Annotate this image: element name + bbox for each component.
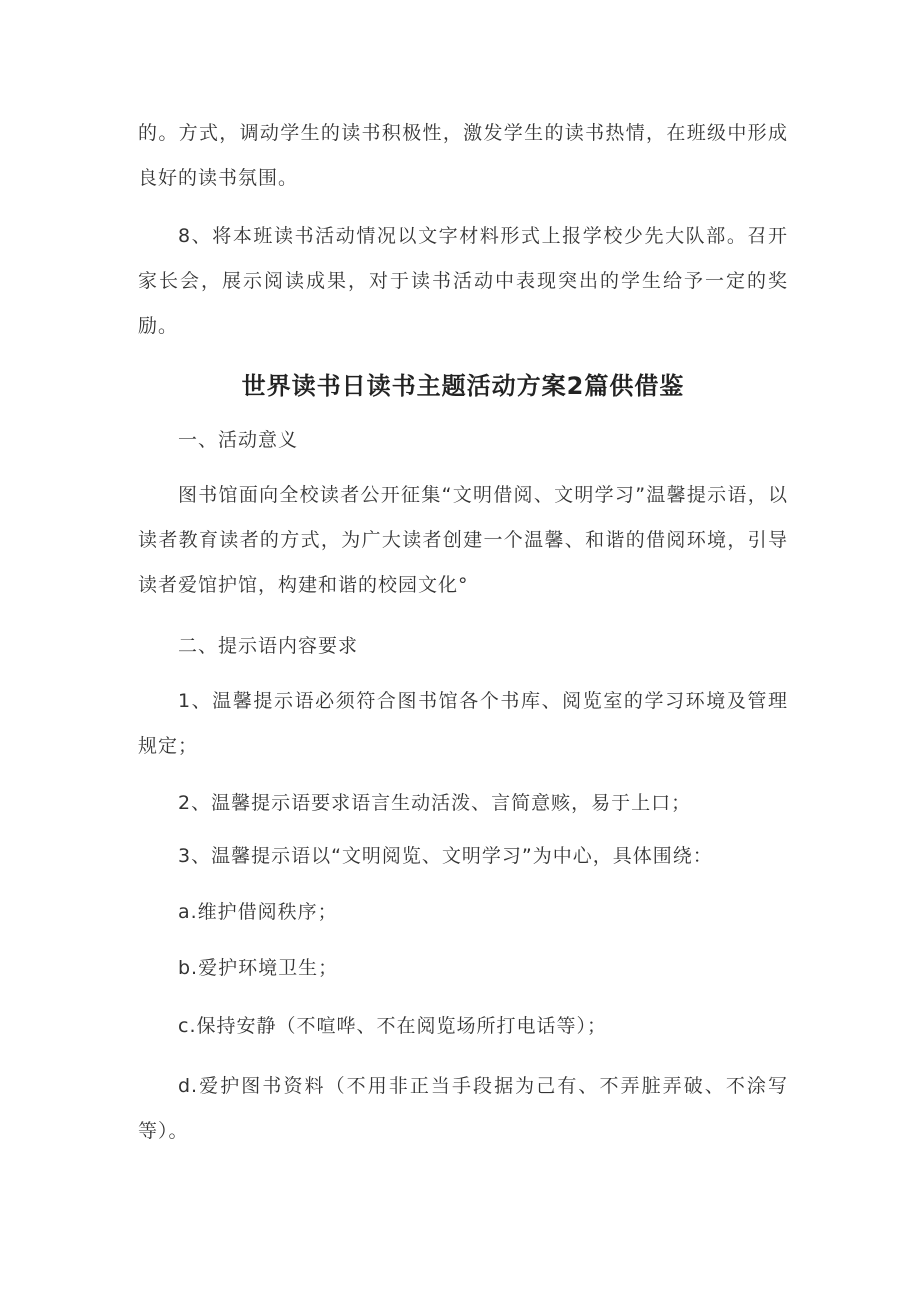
section-body-1: 图书馆面向全校读者公开征集“文明借阅、文明学习”温馨提示语，以读者教育读者的方式，为广大读者创建一个温馨、和谐的借阅环境，引导读者爱馆护馆，构建和谐的校园文化° xyxy=(138,484,788,596)
list-item-b: b.爱护环境卫生； xyxy=(178,957,339,979)
requirement-1: 1、温馨提示语必须符合图书馆各个书库、阅览室的学习环境及管理规定； xyxy=(138,690,788,757)
document-title: 世界读书日读书主题活动方案2篇供借鉴 xyxy=(241,372,685,400)
paragraph-continuation: 的。方式，调动学生的读书积极性，激发学生的读书热情，在班级中形成良好的读书氛围。 xyxy=(138,122,788,189)
list-item-a: a.维护借阅秩序； xyxy=(178,901,338,923)
list-item-c: c.保持安静（不喧哗、不在阅览场所打电话等）； xyxy=(178,1015,607,1037)
paragraph-item-8: 8、将本班读书活动情况以文字材料形式上报学校少先大队部。召开家长会，展示阅读成果，对于读书活动中表现突出的学生给予一定的奖励。 xyxy=(138,225,788,337)
section-heading-2: 二、提示语内容要求 xyxy=(178,635,359,657)
list-item-d: d.爱护图书资料（不用非正当手段据为己有、不弄脏弄破、不涂写等）。 xyxy=(138,1075,788,1142)
section-heading-1: 一、活动意义 xyxy=(178,429,299,451)
requirement-3: 3、温馨提示语以“文明阅览、文明学习”为中心，具体围绕： xyxy=(178,845,713,867)
requirement-2: 2、温馨提示语要求语言生动活泼、言简意赅，易于上口； xyxy=(178,792,692,814)
